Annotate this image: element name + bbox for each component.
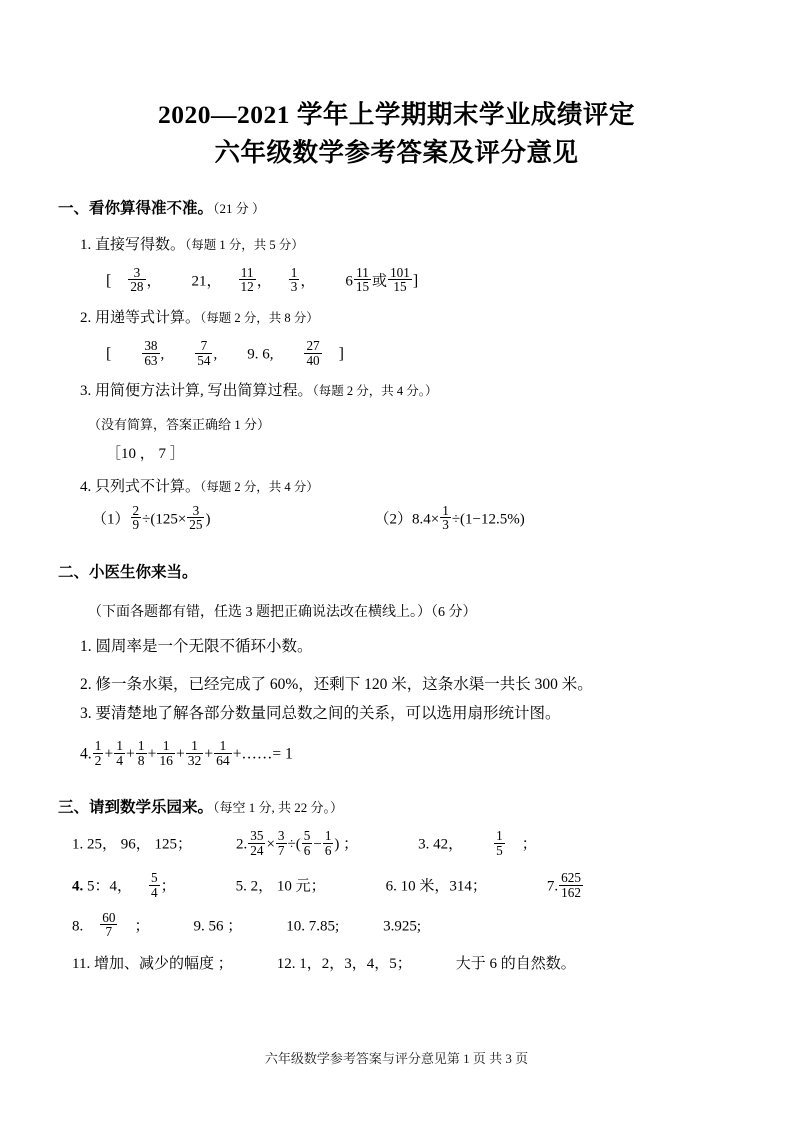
fraction-1-4: $\frac{1}{4}$ [116, 738, 123, 768]
expression-2-tail: ÷(1−12.5%) [451, 510, 525, 527]
fraction-7-54: $\frac{7}{54}$ [197, 338, 211, 368]
answer-21: 21 [191, 273, 207, 290]
answer-1-3: ［10 ， 7 ］ [106, 446, 185, 463]
section-3-heading [58, 796, 735, 819]
fraction-3-25: $\frac{3}{25}$ [189, 502, 203, 532]
expression-2-lead: 8.4× [412, 510, 440, 527]
question-1-3 [58, 380, 735, 403]
mixed-whole: 6 [345, 273, 353, 290]
section-3-row-2 [58, 871, 735, 899]
answer-open-bracket: [ [106, 345, 112, 363]
answer-1-1 [58, 266, 735, 294]
fraction-1-8: $\frac{1}{8}$ [137, 738, 145, 768]
fraction-1-32: $\frac{1}{32}$ [187, 738, 202, 768]
title-line-2: 六年级数学参考答案及评分意见 [214, 137, 579, 167]
fraction-27-40: $\frac{27}{40}$ [306, 338, 320, 368]
question-1-1-label: 1. 直接写得数。 [80, 236, 186, 253]
expression-1-op1: ÷(125× [142, 510, 187, 527]
section-3-points: （每空 1 分, 共 22 分。） [213, 799, 344, 815]
section-2-item-1: 1. 圆周率是一个无限不循环小数。 [80, 637, 313, 655]
section-2-heading-text: 二、小医生你来当。 [58, 564, 198, 582]
answer-9-6: 9. 6, [247, 346, 274, 363]
mixed-number-6-11-15 [345, 266, 372, 294]
answer-or-text: 或 [372, 273, 388, 290]
fraction-1-64: $\frac{1}{64}$ [216, 738, 230, 768]
section-2-note: （下面各题都有错，任选 3 题把正确说法改在横线上。）（6 分） [88, 604, 477, 620]
op-minus: − [313, 836, 322, 853]
answer-3-10: 10. 7.85; [286, 918, 340, 935]
plus-5: + [204, 745, 214, 763]
section-2-heading [58, 561, 735, 584]
answer-comma-4: ， [300, 273, 316, 290]
fraction-38-63: $\frac{38}{63}$ [144, 338, 158, 368]
page-footer: 六年级数学参考答案与评分意见第 1 页 共 3 页 [264, 1051, 529, 1066]
answer-open-bracket: [ [106, 272, 112, 290]
plus-4: + [175, 745, 185, 763]
answer-3-12: 12. 1，2，3，4，5； [276, 955, 412, 972]
section-2-item-3: 3. 要清楚地了解各部分数量同总数之间的关系，可以选用扇形统计图。 [80, 705, 561, 723]
fraction-60-7: $\frac{60}{7}$ [102, 909, 116, 940]
section-1-heading-text: 一、看你算得准不准。 [58, 200, 214, 218]
question-1-4-expressions [58, 504, 735, 532]
answer-3-4-index: 4. [72, 878, 84, 895]
question-1-3-label: 3. 用简便方法计算, 写出简算过程。 [80, 383, 313, 400]
answer-3-12b: 大于 6 的自然数。 [455, 955, 576, 972]
op-close: ) ； [334, 836, 359, 853]
answer-3-8-tail: ； [134, 918, 150, 935]
answer-3-4-text: 5：4， [87, 878, 133, 895]
question-1-3-note: （没有简算，答案正确给 1 分） [88, 417, 271, 433]
answer-3-4-tail: ； [160, 878, 176, 895]
question-1-4 [58, 476, 735, 499]
answer-3-9: 9. 56 ； [193, 918, 243, 935]
answer-close-bracket: ] [338, 345, 344, 363]
question-1-4-label: 4. 只列式不计算。 [80, 479, 201, 496]
section-3-heading-text: 三、请到数学乐园来。 [58, 798, 214, 816]
answer-3-11: 11. 增加、减少的幅度 ； [72, 955, 233, 972]
page-title [58, 0, 735, 171]
op-divide-open: ÷( [287, 836, 301, 853]
section-3-row-3 [58, 911, 735, 939]
answer-3-3-tail: ； [521, 836, 537, 853]
question-1-1-points: （每题 1 分，共 5 分） [185, 237, 304, 252]
answer-3-2-index: 2. [236, 836, 248, 853]
fraction-11-15: $\frac{11}{15}$ [355, 264, 370, 295]
answer-3-7-index: 7. [546, 878, 559, 895]
fraction-1-5: $\frac{1}{5}$ [496, 828, 503, 858]
answer-comma-1: ， [146, 273, 162, 290]
answer-3-8-index: 8. [72, 918, 84, 935]
expression-2-index: （2） [374, 510, 412, 527]
answer-close-bracket: ] [412, 272, 419, 290]
fraction-1-16: $\frac{1}{16}$ [159, 738, 173, 768]
section-1-heading [58, 197, 735, 220]
expression-1-op2: ) [205, 510, 211, 527]
fraction-3-7: $\frac{3}{7}$ [277, 828, 285, 858]
plus-2: + [126, 745, 135, 763]
section-1-points: （21 分 ） [213, 201, 266, 217]
expression-1-index: （1） [92, 510, 130, 527]
fraction-35-24: $\frac{35}{24}$ [250, 828, 264, 858]
answer-1-2: [ $\frac{38}{63}$ , $\frac{7}{54}$ , 9. 6, $\frac{27}{40}$ ] [106, 338, 344, 368]
section-2-item-4 [58, 739, 735, 768]
fraction-1-3: $\frac{1}{3}$ [442, 502, 449, 532]
fraction-1-2: $\frac{1}{2}$ [94, 738, 102, 768]
question-1-2-label: 2. 用递等式计算。 [80, 309, 201, 326]
fraction-2-9: $\frac{2}{9}$ [132, 502, 140, 532]
item-4-index: 4. [80, 745, 92, 763]
question-1-2-points: （每题 2 分，共 8 分） [200, 310, 319, 325]
answer-3-6: 6. 10 米，314； [385, 878, 487, 895]
question-1-3-points: （每题 2 分，共 4 分。） [312, 384, 438, 399]
plus-3: + [147, 745, 157, 763]
fraction-11-12: $\frac{11}{12}$ [240, 264, 254, 295]
fraction-1-6: $\frac{1}{6}$ [324, 828, 332, 858]
fraction-101-15: $\frac{101}{15}$ [390, 264, 410, 295]
plus-1: + [104, 745, 114, 763]
fraction-5-4: $\frac{5}{4}$ [151, 870, 158, 900]
item-4-tail: +……= 1 [232, 745, 293, 763]
answer-3-5: 5. 2， 10 元； [235, 878, 326, 895]
question-1-2 [58, 307, 735, 330]
answer-3-10b: 3.925; [383, 918, 422, 935]
fraction-625-162: $\frac{625}{162}$ [561, 870, 581, 900]
op-multiply: × [266, 836, 275, 853]
answer-3-3: 3. 42， [418, 836, 464, 853]
answer-comma-3: ， [256, 273, 272, 290]
answer-comma-2: ， [206, 273, 222, 290]
section-2-item-2: 2. 修一条水渠，已经完成了 60%，还剩下 120 米，这条水渠一共长 300 米。 [80, 676, 593, 694]
question-1-1 [58, 234, 735, 257]
answer-3-1: 1. 25， 96， 125； [72, 836, 193, 853]
fraction-1-3: $\frac{1}{3}$ [290, 264, 298, 295]
fraction-5-6: $\frac{5}{6}$ [303, 828, 311, 858]
fraction-3-28: $\frac{3}{28}$ [130, 264, 144, 295]
question-1-4-points: （每题 2 分，共 4 分） [200, 480, 319, 495]
section-3-row-1 [58, 829, 735, 857]
title-line-1: 2020—2021 学年上学期期末学业成绩评定 [158, 100, 635, 129]
section-3-row-4 [58, 953, 735, 976]
